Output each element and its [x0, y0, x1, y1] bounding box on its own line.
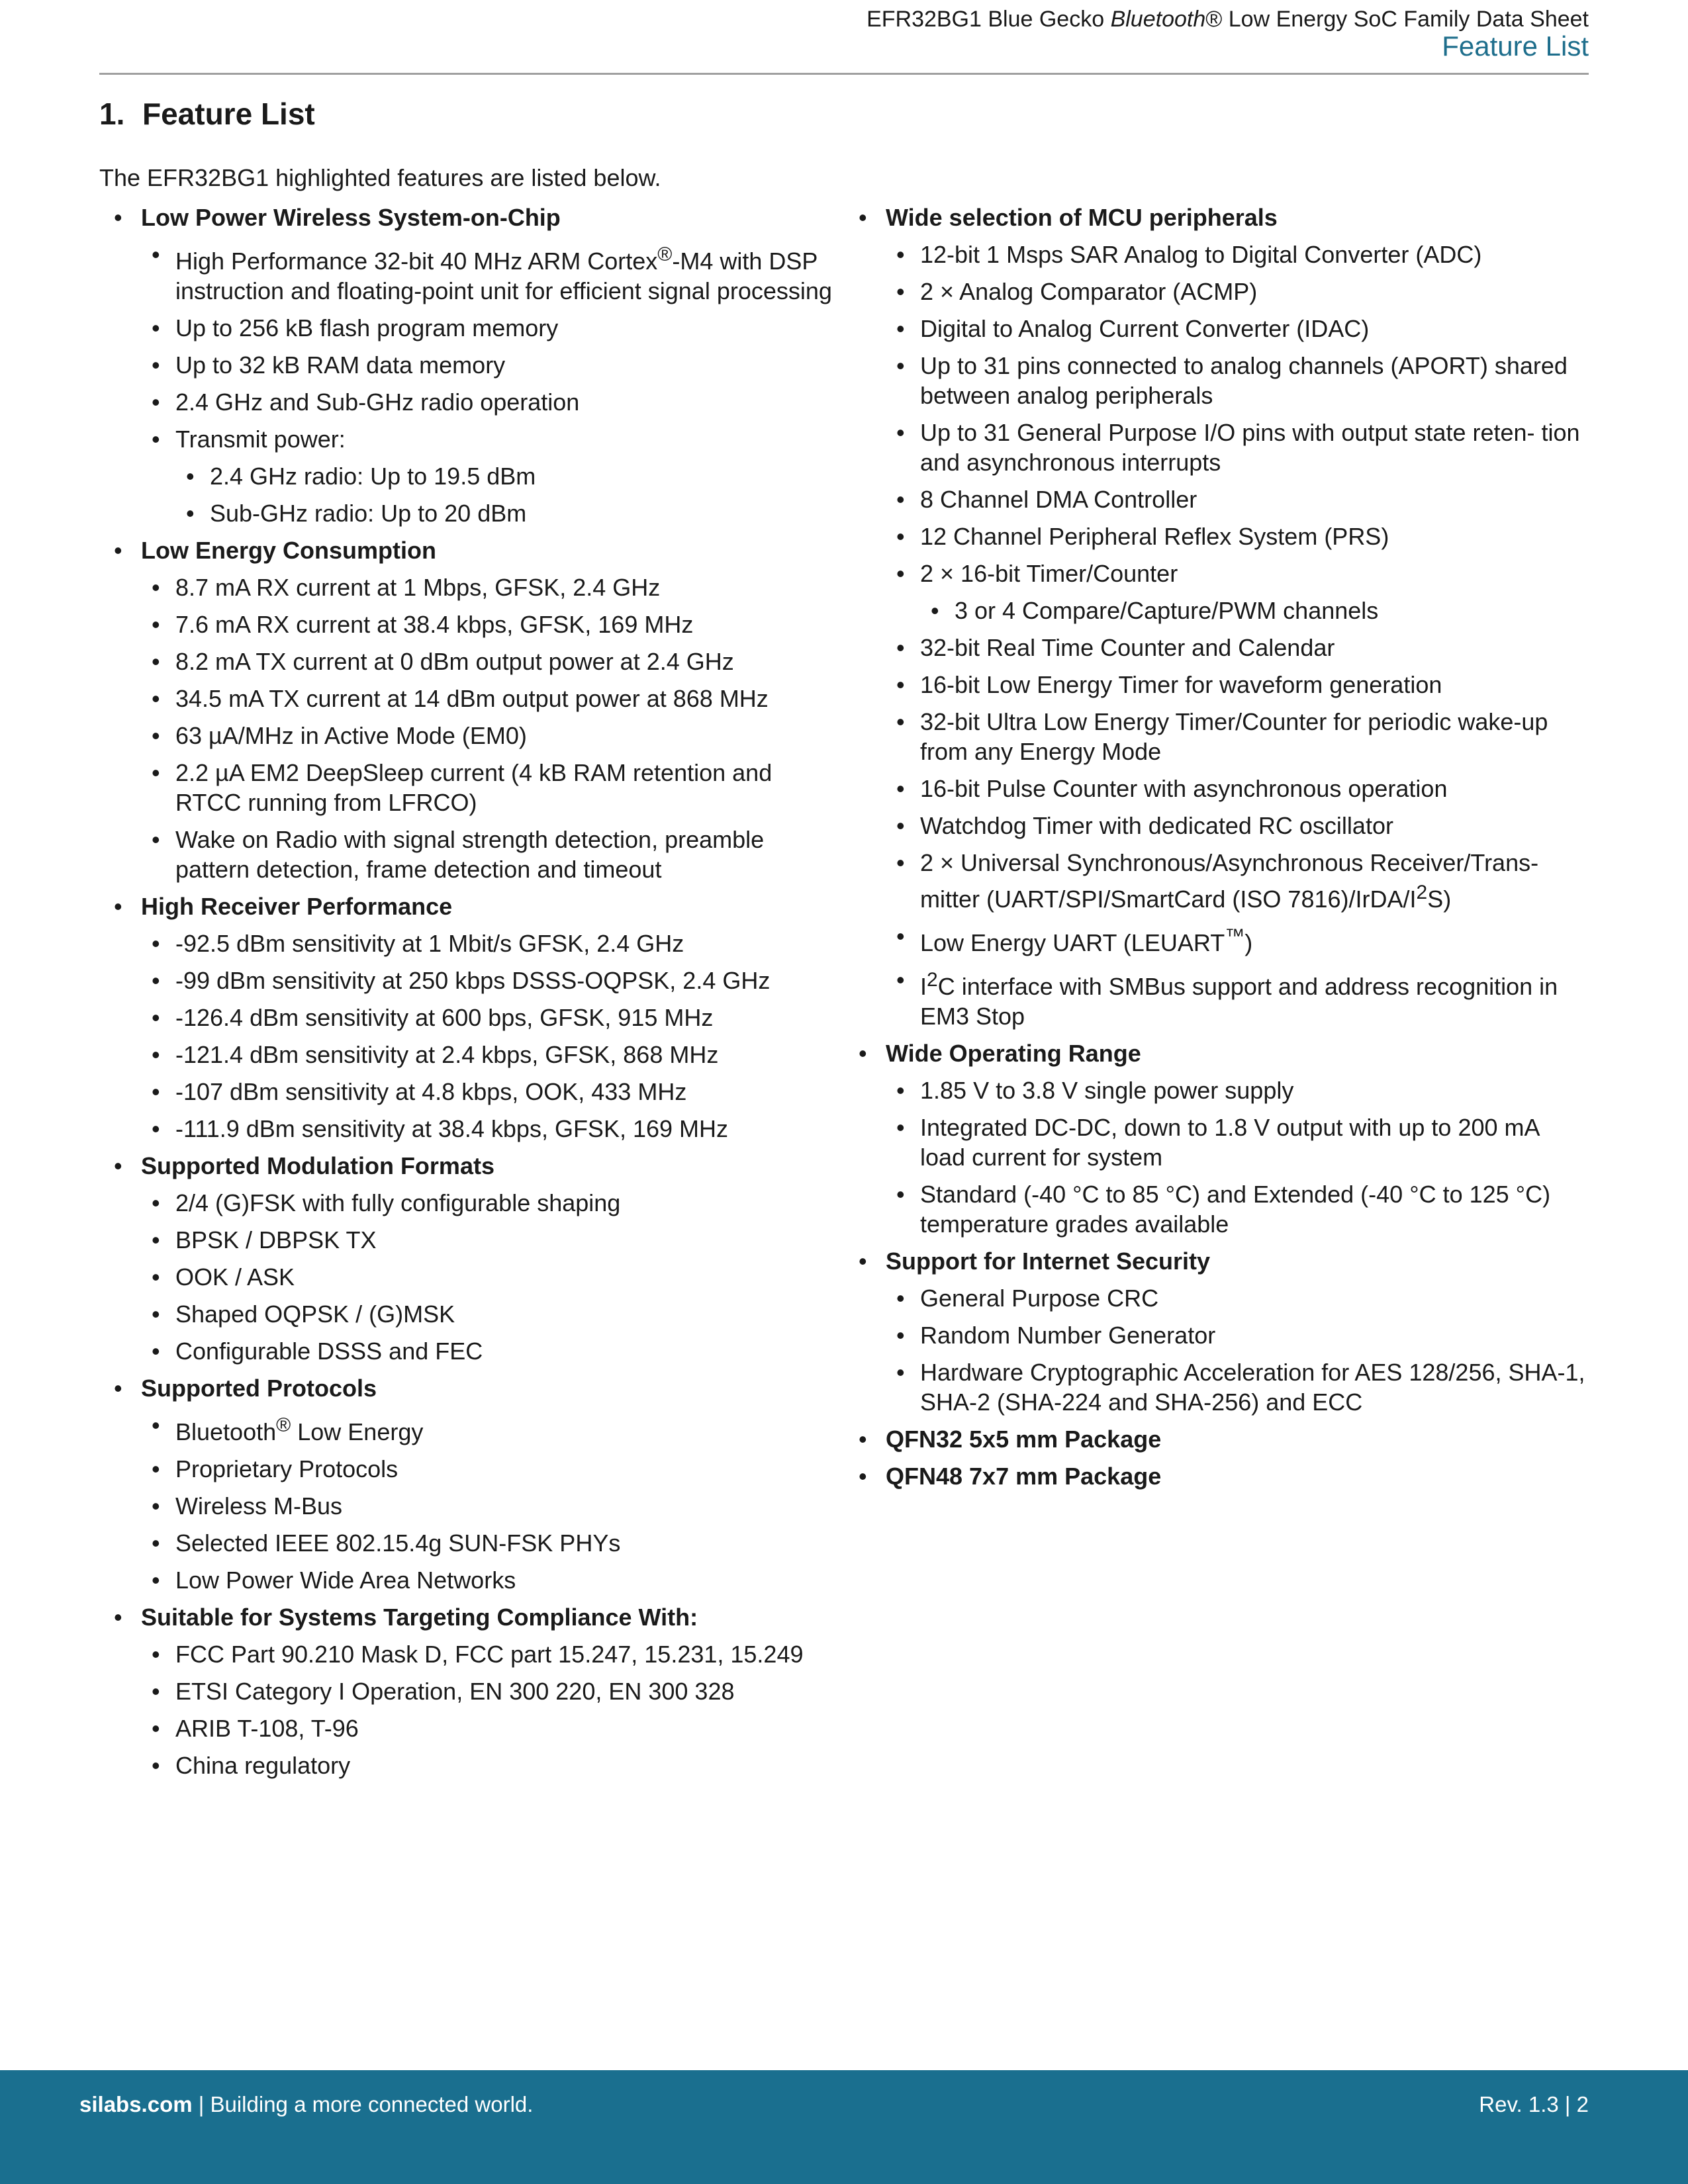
list-item: • Proprietary Protocols [141, 1454, 841, 1484]
list-item: • Standard (-40 °C to 85 °C) and Extended (-40 °C to 125 °C) temperature grades available [886, 1179, 1589, 1239]
list-item: • OOK / ASK [141, 1262, 841, 1292]
feature-group [99, 203, 841, 528]
item-text: Transmit power: [175, 426, 346, 453]
group-heading: Low Power Wireless System-on-Chip [141, 204, 561, 231]
item-text: Low Energy UART (LEUART [920, 929, 1225, 956]
trademark-mark: ™ [1225, 925, 1245, 947]
feature-group [99, 1602, 841, 1780]
header-section-name: Feature List [1442, 30, 1589, 62]
feature-group [99, 1373, 841, 1595]
feature-group [844, 1038, 1589, 1239]
list-subitem: • 2.4 GHz radio: Up to 19.5 dBm [175, 461, 841, 491]
group-heading: Low Energy Consumption [141, 537, 436, 564]
feature-group [99, 535, 841, 884]
item-text: -M4 with DSP instruction and floating-point unit for efficient signal processing [175, 248, 832, 304]
list-item: • 34.5 mA TX current at 14 dBm output power at 868 MHz [141, 684, 841, 713]
list-item [886, 559, 1589, 625]
list-item: • 7.6 mA RX current at 38.4 kbps, GFSK, 169 MHz [141, 610, 841, 639]
doc-title-post: ® Low Energy SoC Family Data Sheet [1205, 7, 1589, 32]
list-item: • Up to 256 kB flash program memory [141, 313, 841, 343]
feature-group [844, 1246, 1589, 1417]
list-item: • Selected IEEE 802.15.4g SUN-FSK PHYs [141, 1528, 841, 1558]
list-item: • Configurable DSSS and FEC [141, 1336, 841, 1366]
footer-left [79, 2092, 533, 2117]
list-item: • 12-bit 1 Msps SAR Analog to Digital Converter (ADC) [886, 240, 1589, 269]
footer-brand-link[interactable]: silabs.com [79, 2092, 193, 2116]
list-item [141, 240, 841, 306]
group-heading: Wide selection of MCU peripherals [886, 204, 1278, 231]
list-item: • Integrated DC-DC, down to 1.8 V output with up to 200 mA load current for system [886, 1113, 1589, 1172]
item-text: 2 × 16-bit Timer/Counter [920, 560, 1178, 587]
doc-title-pre: EFR32BG1 Blue Gecko [867, 7, 1111, 32]
list-item: • 8.2 mA TX current at 0 dBm output power at 2.4 GHz [141, 647, 841, 676]
list-item: • Up to 31 pins connected to analog channels (APORT) shared between analog peripherals [886, 351, 1589, 410]
header-divider [99, 73, 1589, 75]
list-item: • 16-bit Low Energy Timer for waveform generation [886, 670, 1589, 700]
section-title: Feature List [142, 97, 315, 131]
intro-text: The EFR32BG1 highlighted features are listed below. [99, 164, 661, 191]
list-item: • -92.5 dBm sensitivity at 1 Mbit/s GFSK, 2.4 GHz [141, 929, 841, 958]
list-item: • 1.85 V to 3.8 V single power supply [886, 1075, 1589, 1105]
item-text: S) [1427, 886, 1452, 913]
list-item: • Watchdog Timer with dedicated RC oscillator [886, 811, 1589, 841]
list-item: • Hardware Cryptographic Acceleration for AES 128/256, SHA-1, SHA-2 (SHA-224 and SHA-256) and ECC [886, 1357, 1589, 1417]
item-text: High Performance 32-bit 40 MHz ARM Cortex [175, 248, 658, 275]
list-item: • Wake on Radio with signal strength detection, preamble pattern detection, frame detection and timeout [141, 825, 841, 884]
list-item: • FCC Part 90.210 Mask D, FCC part 15.247, 15.231, 15.249 [141, 1639, 841, 1669]
list-item: • 12 Channel Peripheral Reflex System (PRS) [886, 522, 1589, 551]
list-item: • BPSK / DBPSK TX [141, 1225, 841, 1255]
item-text: 2 × Universal Synchronous/Asynchronous Receiver/Trans- mitter (UART/SPI/SmartCard (ISO 7816)/IrDA/I [920, 849, 1539, 913]
list-item: • 32-bit Ultra Low Energy Timer/Counter for periodic wake-up from any Energy Mode [886, 707, 1589, 766]
document-title [867, 7, 1589, 32]
group-heading: Suitable for Systems Targeting Compliance With: [141, 1604, 698, 1631]
list-item: • 2.4 GHz and Sub-GHz radio operation [141, 387, 841, 417]
list-item: • 63 µA/MHz in Active Mode (EM0) [141, 721, 841, 751]
feature-group [99, 891, 841, 1144]
registered-mark: ® [276, 1414, 291, 1436]
section-heading [99, 96, 315, 132]
list-item: • 2/4 (G)FSK with fully configurable shaping [141, 1188, 841, 1218]
list-item [886, 848, 1589, 914]
list-subitem: • Sub-GHz radio: Up to 20 dBm [175, 498, 841, 528]
list-item: • 2 × Analog Comparator (ACMP) [886, 277, 1589, 306]
section-number: 1. [99, 97, 125, 131]
feature-group [99, 1151, 841, 1366]
group-heading: QFN32 5x5 mm Package [886, 1426, 1162, 1453]
feature-group [844, 1461, 1589, 1491]
group-heading: High Receiver Performance [141, 893, 453, 920]
group-heading: Wide Operating Range [886, 1040, 1141, 1067]
registered-mark: ® [657, 244, 673, 265]
list-item [886, 965, 1589, 1031]
list-item: • 32-bit Real Time Counter and Calendar [886, 633, 1589, 662]
item-text: C interface with SMBus support and address recognition in EM3 Stop [920, 973, 1558, 1030]
list-item: • -107 dBm sensitivity at 4.8 kbps, OOK, 433 MHz [141, 1077, 841, 1107]
list-item: • Up to 31 General Purpose I/O pins with output state reten- tion and asynchronous interrupts [886, 418, 1589, 477]
list-item: • 8 Channel DMA Controller [886, 484, 1589, 514]
list-item [141, 424, 841, 528]
doc-title-em: Bluetooth [1110, 7, 1206, 32]
list-item: • China regulatory [141, 1751, 841, 1780]
list-item: • Low Power Wide Area Networks [141, 1565, 841, 1595]
list-item: • -99 dBm sensitivity at 250 kbps DSSS-OQPSK, 2.4 GHz [141, 966, 841, 995]
feature-group [844, 203, 1589, 1031]
superscript: 2 [1416, 882, 1428, 903]
list-item: • Up to 32 kB RAM data memory [141, 350, 841, 380]
list-item: • 16-bit Pulse Counter with asynchronous operation [886, 774, 1589, 803]
group-heading: Supported Protocols [141, 1375, 377, 1402]
item-text: ) [1244, 929, 1253, 956]
list-item [886, 921, 1589, 958]
item-text: Low Energy [291, 1418, 424, 1445]
group-heading: Supported Modulation Formats [141, 1152, 494, 1179]
footer-tagline: | Building a more connected world. [192, 2092, 534, 2116]
list-item: • ARIB T-108, T-96 [141, 1713, 841, 1743]
list-subitem: • 3 or 4 Compare/Capture/PWM channels [920, 596, 1589, 625]
group-heading: QFN48 7x7 mm Package [886, 1463, 1162, 1490]
item-text: I [920, 973, 927, 1000]
list-item: • 8.7 mA RX current at 1 Mbps, GFSK, 2.4 GHz [141, 572, 841, 602]
list-item: • Wireless M-Bus [141, 1491, 841, 1521]
list-item: • General Purpose CRC [886, 1283, 1589, 1313]
footer-revision-page: Rev. 1.3 | 2 [1479, 2092, 1589, 2116]
feature-group [844, 1424, 1589, 1454]
list-item: • -126.4 dBm sensitivity at 600 bps, GFSK, 915 MHz [141, 1003, 841, 1032]
item-text: Bluetooth [175, 1418, 277, 1445]
right-column [844, 203, 1589, 1498]
list-item: • -121.4 dBm sensitivity at 2.4 kbps, GFSK, 868 MHz [141, 1040, 841, 1069]
page-footer [0, 2070, 1688, 2184]
list-item: • Digital to Analog Current Converter (IDAC) [886, 314, 1589, 343]
left-column [99, 203, 841, 1788]
list-item: • -111.9 dBm sensitivity at 38.4 kbps, GFSK, 169 MHz [141, 1114, 841, 1144]
list-item: • Shaped OQPSK / (G)MSK [141, 1299, 841, 1329]
list-item [141, 1410, 841, 1447]
group-heading: Support for Internet Security [886, 1248, 1211, 1275]
superscript: 2 [927, 969, 938, 991]
list-item: • ETSI Category I Operation, EN 300 220, EN 300 328 [141, 1676, 841, 1706]
list-item: • 2.2 µA EM2 DeepSleep current (4 kB RAM retention and RTCC running from LFRCO) [141, 758, 841, 817]
list-item: • Random Number Generator [886, 1320, 1589, 1350]
